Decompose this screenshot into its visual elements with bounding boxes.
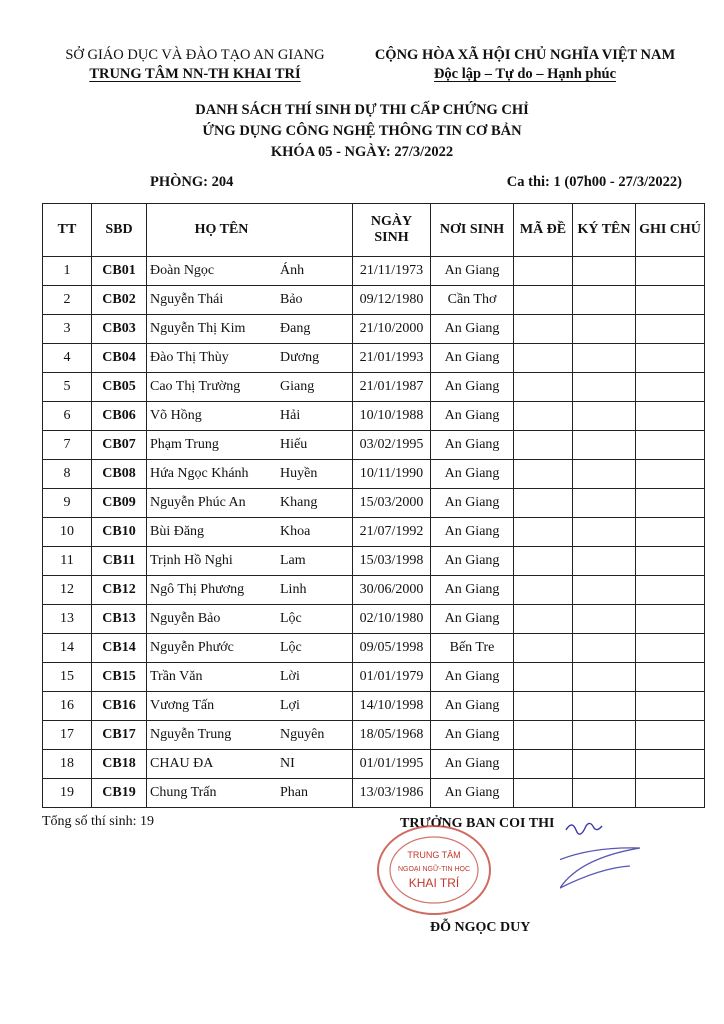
cell-sbd: CB17 [92,721,147,750]
cell-note [636,489,705,518]
cell-name [147,750,353,779]
cell-note [636,605,705,634]
cell-sbd: CB04 [92,344,147,373]
cell-exam-code [514,402,573,431]
cell-exam-code [514,634,573,663]
cell-tt: 15 [43,663,92,692]
cell-last-name: Bùi Đăng [150,524,205,539]
cell-first-name: Lời [280,669,300,684]
cell-signature [573,518,636,547]
table-row [43,344,705,373]
table-row [43,489,705,518]
cell-note [636,547,705,576]
handwritten-signature [560,816,680,906]
cell-tt: 19 [43,779,92,808]
cell-exam-code [514,750,573,779]
official-stamp [372,818,502,918]
cell-tt: 8 [43,460,92,489]
cell-birthplace: An Giang [431,431,514,460]
cell-note [636,576,705,605]
table-row [43,779,705,808]
cell-first-name: Hải [280,408,301,423]
cell-last-name: Chung Trấn [150,785,217,800]
cell-signature [573,344,636,373]
cell-exam-code [514,518,573,547]
cell-signature [573,692,636,721]
candidate-table [42,203,705,808]
cell-last-name: Võ Hồng [150,408,202,423]
cell-last-name: Hứa Ngọc Khánh [150,466,249,481]
cell-last-name: Nguyễn Phước [150,640,234,655]
cell-tt: 14 [43,634,92,663]
cell-dob: 18/05/1968 [353,721,431,750]
cell-exam-code [514,547,573,576]
table-row [43,634,705,663]
table-row [43,750,705,779]
cell-exam-code [514,605,573,634]
col-header-tt: TT [43,204,92,257]
cell-signature [573,663,636,692]
room-label: PHÒNG: 204 [150,174,234,190]
cell-first-name: Lộc [280,640,302,655]
cell-birthplace: An Giang [431,460,514,489]
cell-first-name: Hiếu [280,437,308,452]
cell-last-name: Trần Văn [150,669,203,684]
cell-tt: 18 [43,750,92,779]
cell-exam-code [514,373,573,402]
cell-tt: 9 [43,489,92,518]
stamp-line-2: NGOẠI NGỮ-TIN HỌC [397,866,471,873]
cell-note [636,721,705,750]
cell-tt: 7 [43,431,92,460]
cell-birthplace: An Giang [431,344,514,373]
cell-last-name: Đoàn Ngọc [150,263,215,278]
cell-birthplace: An Giang [431,576,514,605]
col-header-dob: NGÀY SINH [353,204,431,257]
cell-exam-code [514,315,573,344]
cell-first-name: Huyền [280,466,318,481]
cell-birthplace: Bến Tre [431,634,514,663]
cell-exam-code [514,344,573,373]
table-row [43,518,705,547]
cell-exam-code [514,489,573,518]
col-header-birthplace: NƠI SINH [431,204,514,257]
cell-note [636,431,705,460]
col-header-signature: KÝ TÊN [573,204,636,257]
stamp-line-3: KHAI TRÍ [408,876,460,890]
cell-dob: 21/01/1993 [353,344,431,373]
cell-birthplace: An Giang [431,315,514,344]
cell-note [636,779,705,808]
title-line-1: DANH SÁCH THÍ SINH DỰ THI CẤP CHỨNG CHỈ [195,102,529,118]
cell-birthplace: Cần Thơ [431,286,514,315]
col-header-sbd: SBD [92,204,147,257]
table-row [43,257,705,286]
cell-sbd: CB13 [92,605,147,634]
cell-name [147,576,353,605]
cell-signature [573,779,636,808]
cell-sbd: CB08 [92,460,147,489]
cell-sbd: CB11 [92,547,147,576]
cell-name [147,663,353,692]
national-motto: Độc lập – Tự do – Hạnh phúc [433,66,617,82]
cell-name [147,286,353,315]
cell-name [147,721,353,750]
cell-sbd: CB19 [92,779,147,808]
cell-tt: 6 [43,402,92,431]
cell-signature [573,431,636,460]
cell-birthplace: An Giang [431,489,514,518]
cell-dob: 03/02/1995 [353,431,431,460]
cell-birthplace: An Giang [431,721,514,750]
cell-last-name: CHAU ĐA [150,756,214,771]
cell-last-name: Nguyễn Trung [150,727,232,742]
cell-exam-code [514,779,573,808]
cell-note [636,373,705,402]
cell-dob: 13/03/1986 [353,779,431,808]
cell-exam-code [514,663,573,692]
cell-tt: 2 [43,286,92,315]
cell-note [636,344,705,373]
table-row [43,692,705,721]
cell-name [147,518,353,547]
cell-signature [573,634,636,663]
cell-name [147,431,353,460]
cell-exam-code [514,257,573,286]
cell-exam-code [514,460,573,489]
department-name: SỞ GIÁO DỤC VÀ ĐÀO TẠO AN GIANG [65,47,325,63]
cell-exam-code [514,286,573,315]
cell-name [147,779,353,808]
table-row [43,460,705,489]
cell-signature [573,460,636,489]
cell-sbd: CB16 [92,692,147,721]
sign-title: TRƯỞNG BAN COI THI [400,816,555,831]
cell-first-name: Phan [280,785,308,800]
cell-first-name: Đang [280,321,311,336]
cell-first-name: Dương [280,350,320,365]
cell-first-name: Giang [280,379,315,394]
cell-dob: 21/11/1973 [353,257,431,286]
table-row [43,547,705,576]
cell-last-name: Nguyễn Phúc An [150,495,246,510]
cell-note [636,257,705,286]
cell-dob: 10/11/1990 [353,460,431,489]
cell-note [636,286,705,315]
cell-dob: 10/10/1988 [353,402,431,431]
cell-dob: 01/01/1995 [353,750,431,779]
cell-birthplace: An Giang [431,605,514,634]
cell-last-name: Cao Thị Trường [150,379,241,394]
cell-signature [573,315,636,344]
cell-birthplace: An Giang [431,373,514,402]
cell-tt: 5 [43,373,92,402]
table-row [43,431,705,460]
cell-name [147,373,353,402]
cell-signature [573,373,636,402]
table-row [43,605,705,634]
table-row [43,373,705,402]
table-header-row [43,204,705,257]
cell-name [147,692,353,721]
cell-dob: 09/05/1998 [353,634,431,663]
cell-birthplace: An Giang [431,547,514,576]
cell-sbd: CB14 [92,634,147,663]
cell-dob: 09/12/1980 [353,286,431,315]
title-line-3: KHÓA 05 - NGÀY: 27/3/2022 [270,144,454,160]
col-header-note: GHI CHÚ [636,204,705,257]
cell-dob: 21/07/1992 [353,518,431,547]
cell-first-name: Lam [280,553,306,568]
cell-signature [573,402,636,431]
cell-last-name: Vương Tấn [150,698,215,713]
cell-exam-code [514,692,573,721]
cell-birthplace: An Giang [431,779,514,808]
cell-first-name: Lợi [280,698,300,713]
cell-last-name: Phạm Trung [150,437,219,452]
cell-signature [573,489,636,518]
cell-dob: 02/10/1980 [353,605,431,634]
cell-name [147,460,353,489]
cell-dob: 21/01/1987 [353,373,431,402]
stamp-line-1: TRUNG TÂM [407,850,461,860]
cell-exam-code [514,721,573,750]
center-name: TRUNG TÂM NN-TH KHAI TRÍ [89,66,301,82]
cell-dob: 15/03/1998 [353,547,431,576]
cell-first-name: Linh [280,582,307,597]
national-title: CỘNG HÒA XÃ HỘI CHỦ NGHĨA VIỆT NAM [374,47,676,63]
cell-note [636,402,705,431]
cell-sbd: CB02 [92,286,147,315]
cell-sbd: CB06 [92,402,147,431]
cell-note [636,692,705,721]
table-row [43,663,705,692]
cell-name [147,315,353,344]
header-national [360,46,690,84]
cell-first-name: Nguyên [280,727,325,742]
cell-dob: 30/06/2000 [353,576,431,605]
cell-signature [573,286,636,315]
cell-sbd: CB03 [92,315,147,344]
cell-signature [573,721,636,750]
cell-last-name: Ngô Thị Phương [150,582,245,597]
cell-birthplace: An Giang [431,402,514,431]
col-header-exam-code: MÃ ĐỀ [514,204,573,257]
table-row [43,576,705,605]
cell-birthplace: An Giang [431,257,514,286]
table-row [43,721,705,750]
cell-tt: 4 [43,344,92,373]
cell-last-name: Nguyễn Bảo [150,611,221,626]
cell-signature [573,257,636,286]
cell-tt: 17 [43,721,92,750]
table-row [43,315,705,344]
cell-name [147,634,353,663]
cell-tt: 3 [43,315,92,344]
table-row [43,402,705,431]
cell-birthplace: An Giang [431,692,514,721]
col-header-name: HỌ TÊN [147,204,353,257]
session-label: Ca thi: 1 (07h00 - 27/3/2022) [506,174,682,190]
cell-signature [573,576,636,605]
cell-first-name: Bảo [280,292,303,307]
cell-dob: 14/10/1998 [353,692,431,721]
cell-last-name: Nguyễn Thái [150,292,224,307]
title-line-2: ỨNG DỤNG CÔNG NGHỆ THÔNG TIN CƠ BẢN [202,123,522,139]
cell-sbd: CB05 [92,373,147,402]
table-row [43,286,705,315]
cell-first-name: NI [280,756,295,771]
cell-name [147,489,353,518]
cell-last-name: Đào Thị Thùy [150,350,229,365]
cell-signature [573,750,636,779]
cell-dob: 21/10/2000 [353,315,431,344]
cell-birthplace: An Giang [431,518,514,547]
cell-note [636,663,705,692]
cell-tt: 13 [43,605,92,634]
cell-sbd: CB01 [92,257,147,286]
cell-note [636,460,705,489]
cell-note [636,750,705,779]
cell-name [147,344,353,373]
cell-sbd: CB10 [92,518,147,547]
cell-first-name: Ánh [280,263,305,278]
cell-birthplace: An Giang [431,663,514,692]
total-candidates: Tổng số thí sinh: 19 [42,814,155,829]
cell-first-name: Khang [280,495,318,510]
cell-signature [573,605,636,634]
cell-tt: 12 [43,576,92,605]
cell-sbd: CB07 [92,431,147,460]
cell-name [147,402,353,431]
cell-note [636,518,705,547]
cell-tt: 1 [43,257,92,286]
cell-note [636,315,705,344]
cell-name [147,605,353,634]
cell-sbd: CB09 [92,489,147,518]
signer-name: ĐỖ NGỌC DUY [430,920,531,935]
cell-first-name: Lộc [280,611,302,626]
cell-sbd: CB12 [92,576,147,605]
cell-dob: 01/01/1979 [353,663,431,692]
cell-sbd: CB18 [92,750,147,779]
header-organization [40,46,350,84]
cell-last-name: Trịnh Hồ Nghi [150,553,233,568]
cell-first-name: Khoa [280,524,311,539]
cell-tt: 16 [43,692,92,721]
cell-name [147,257,353,286]
cell-exam-code [514,576,573,605]
cell-tt: 10 [43,518,92,547]
cell-tt: 11 [43,547,92,576]
cell-exam-code [514,431,573,460]
cell-birthplace: An Giang [431,750,514,779]
cell-dob: 15/03/2000 [353,489,431,518]
cell-sbd: CB15 [92,663,147,692]
document-title [0,100,724,163]
cell-name [147,547,353,576]
cell-note [636,634,705,663]
cell-signature [573,547,636,576]
cell-last-name: Nguyễn Thị Kim [150,321,246,336]
